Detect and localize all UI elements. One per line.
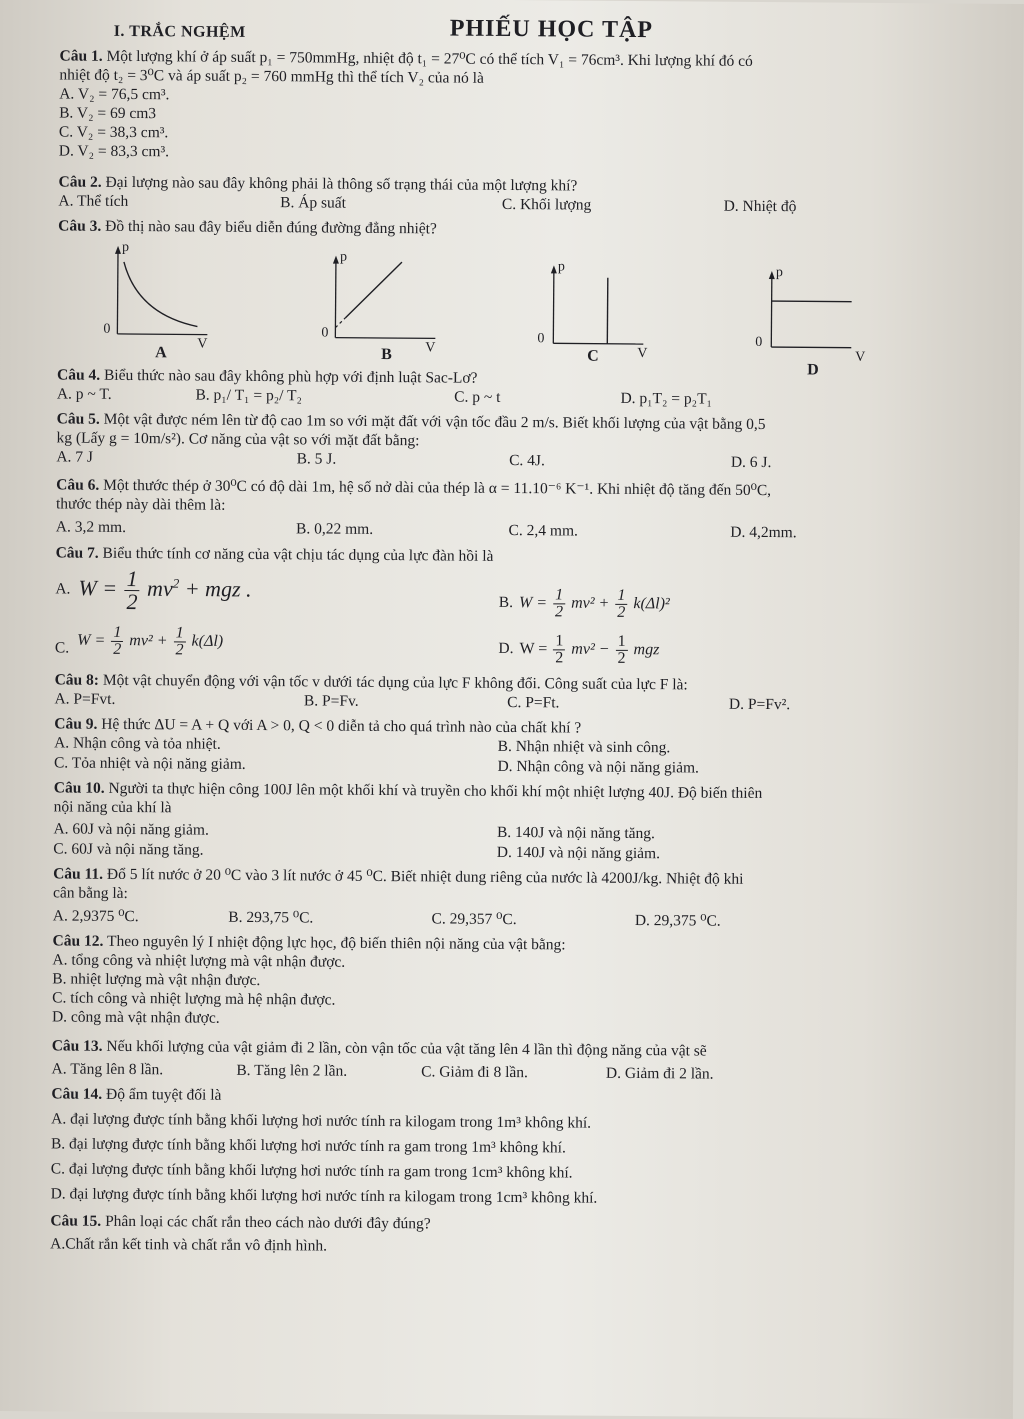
question-10 <box>53 778 978 866</box>
numerator: 1 <box>553 587 565 604</box>
option-c: C. đại lượng được tính bằng khối lượng hơi nước tính ra gam trong 1cm³ không khí. <box>50 1160 573 1182</box>
option-c: C. Tỏa nhiệt và nội năng giảm. <box>53 754 246 773</box>
question-stem: Câu 7. Biểu thức tính cơ năng của vật chịu tác dụng của lực đàn hồi là <box>55 544 494 565</box>
option-label: B. <box>498 593 514 612</box>
option-b: B. P=Fv. <box>303 692 359 710</box>
question-1 <box>59 46 984 167</box>
origin-label: 0 <box>321 325 329 341</box>
question-number: Câu 13. <box>51 1037 103 1055</box>
header <box>60 10 984 47</box>
question-number: Câu 6. <box>56 476 100 494</box>
option-label: C. <box>54 639 70 657</box>
graph-b <box>315 245 476 364</box>
formula-term: mv² + <box>571 594 610 612</box>
option-c: C. P=Ft. <box>507 693 560 712</box>
option-a: A. Tăng lên 8 lần. <box>51 1060 164 1079</box>
numerator: 1 <box>553 633 565 650</box>
numerator: 1 <box>174 625 186 642</box>
question-4 <box>57 365 981 411</box>
formula-lhs: W = <box>78 574 118 600</box>
question-8 <box>54 670 978 716</box>
axis-x-label: V <box>425 340 436 356</box>
formula-lhs: W = <box>77 631 106 649</box>
graph-d <box>751 249 912 379</box>
option-a: A. Thể tích <box>58 192 129 210</box>
option-d: D. 4,2mm. <box>730 523 797 542</box>
origin-label: 0 <box>537 331 545 347</box>
question-number: Câu 10. <box>53 779 105 797</box>
question-stem: nội năng của khí là <box>53 798 172 817</box>
question-stem: Câu 10. Người ta thực hiện công 100J lên một khối khí và truyền cho khối khí một nhiệt lượng 40J. Độ biến thiên <box>53 779 763 802</box>
option-d: D. 140J và nội năng giảm. <box>496 843 661 863</box>
question-number: Câu 11. <box>53 865 104 883</box>
formula-term: mv <box>147 575 173 601</box>
origin-label: 0 <box>755 334 763 350</box>
question-number: Câu 4. <box>56 366 101 384</box>
option-b: B. 0,22 mm. <box>296 520 374 538</box>
question-number: Câu 1. <box>59 47 103 65</box>
option-d: D. công mà vật nhận được. <box>51 1008 220 1027</box>
graph-c <box>533 247 694 366</box>
question-stem: Câu 14. Độ ẩm tuyệt đối là <box>51 1085 222 1104</box>
question-stem: Câu 15. Phân loại các chất rắn theo cách nào dưới đây đúng? <box>50 1212 431 1233</box>
option-c: C. Khối lượng <box>501 195 592 214</box>
graph-label: B <box>381 345 392 364</box>
option-d <box>498 632 659 666</box>
axis-x-label: V <box>637 345 648 362</box>
axis-x-label: V <box>197 336 208 352</box>
formula-term: mgz <box>633 640 660 658</box>
option-c: C. p ~ t <box>454 388 501 406</box>
options-row <box>53 906 977 933</box>
option-a: A. 7 J <box>56 448 94 466</box>
option-c: C. 4J. <box>509 451 545 470</box>
question-11 <box>53 864 977 933</box>
question-number: Câu 5. <box>56 410 100 428</box>
question-stem: Câu 2. Đại lượng nào sau đây không phải là thông số trạng thái của một lượng khí? <box>58 173 578 195</box>
option-d: D. P=Fv². <box>728 695 791 714</box>
formula-term: k(Δl)² <box>633 594 670 612</box>
formula-term: mv² − <box>571 640 610 658</box>
formula-term: + mgz . <box>184 575 252 602</box>
question-stem: Câu 12. Theo nguyên lý I nhiệt động lực học, độ biến thiên nội năng của vật bằng: <box>52 932 566 954</box>
graph-label: D <box>807 361 819 379</box>
question-12 <box>52 931 977 1033</box>
option-c: C. V₂ = 38,3 cm³. <box>58 123 169 142</box>
question-stem: cân bằng là: <box>52 884 128 903</box>
formula-lhs: W = <box>519 639 548 657</box>
option-b: B. Tăng lên 2 lần. <box>236 1061 348 1080</box>
option-a: A. 2,9375 ⁰C. <box>52 907 139 926</box>
fraction <box>615 633 627 666</box>
axis-y-label: p <box>557 259 565 275</box>
formula-b <box>519 587 670 621</box>
option-a: A. đại lượng được tính bằng khối lượng hơi nước tính ra kilogam trong 1m³ không khí. <box>51 1110 592 1132</box>
option-d: D. đại lượng được tính bằng khối lượng hơi nước tính ra kilogam trong 1cm³ không khí. <box>50 1185 598 1207</box>
graph-label: C <box>587 347 599 365</box>
question-14 <box>51 1084 976 1210</box>
question-stem: Câu 13. Nếu khối lượng của vật giảm đi 2 lần, còn vận tốc của vật tăng lên 4 lần thì động năng của vật sẽ <box>51 1037 707 1060</box>
numerator: 1 <box>126 565 138 591</box>
axis-y-label: p <box>121 239 130 255</box>
option-b: B. 5 J. <box>296 450 337 468</box>
question-stem: Câu 4. Biểu thức nào sau đây không phù hợp với định luật Sac-Lơ? <box>56 366 478 387</box>
question-stem: nhiệt độ t₂ = 3⁰C và áp suất p₂ = 760 mmHg thì thể tích V₂ của nó là <box>59 66 484 87</box>
question-stem: Câu 1. Một lượng khí ở áp suất p₁ = 750mmHg, nhiệt độ t₁ = 27⁰C có thể tích V₁ = 76cm³. Khi lượng khí đó có <box>59 47 753 70</box>
denominator: 2 <box>175 640 184 658</box>
option-b: B. 293,75 ⁰C. <box>228 908 314 927</box>
question-stem: Câu 5. Một vật được ném lên từ độ cao 1m so với mặt đất với vận tốc đầu 2 m/s. Biết khối lượng của vật bằng 0,5 <box>56 410 766 434</box>
option-c: C. Giảm đi 8 lần. <box>421 1063 529 1082</box>
option-b: B. Nhận nhiệt và sinh công. <box>497 737 671 757</box>
axis-y-label: p <box>775 265 783 281</box>
question-stem: kg (Lấy g = 10m/s²). Cơ năng của vật so với mặt đất bằng: <box>56 429 420 450</box>
axis-x-label: V <box>855 349 866 365</box>
formula-row <box>55 562 979 623</box>
question-number: Câu 15. <box>50 1212 102 1230</box>
option-c: C. 2,4 mm. <box>508 521 578 540</box>
formula-c <box>77 624 223 658</box>
option-b: B. nhiệt lượng mà vật nhận được. <box>52 970 261 990</box>
question-number: Câu 3. <box>58 217 102 235</box>
question-stem: Câu 9. Hệ thức ΔU = A + Q với A > 0, Q < 0 diễn tả cho quá trình nào của chất khí ? <box>54 715 582 737</box>
question-13 <box>52 1036 976 1086</box>
option-b <box>499 586 670 620</box>
section-heading: I. TRẮC NGHỆM <box>113 22 246 41</box>
option-a: A. tổng công và nhiệt lượng mà vật nhận được. <box>52 951 346 971</box>
question-stem: Câu 11. Đổ 5 lít nước ở 20 ⁰C vào 3 lít nước ở 45 ⁰C. Biết nhiệt dung riêng của nước là 4200J/kg. Nhiệt độ khi <box>53 865 744 888</box>
option-a: A.Chất rắn kết tinh và chất rắn vô định hình. <box>50 1235 328 1255</box>
question-stem: Câu 6. Một thước thép ở 30⁰C có độ dài 1m, hệ số nở dài của thép là α = 11.10⁻⁶ K⁻¹. Khi nhiệt độ tăng đến 50⁰C, <box>56 476 772 500</box>
fraction <box>553 587 565 620</box>
option-d: D. Nhận công và nội năng giảm. <box>497 757 700 777</box>
question-9 <box>54 714 978 780</box>
fraction <box>553 633 565 666</box>
axis-y-label: p <box>339 249 348 265</box>
question-number: Câu 2. <box>58 173 102 191</box>
denominator: 2 <box>113 640 122 658</box>
option-b: B. đại lượng được tính bằng khối lượng hơi nước tính ra gam trong 1m³ không khí. <box>50 1135 566 1157</box>
numerator: 1 <box>616 633 628 650</box>
denominator: 2 <box>554 602 564 620</box>
fraction <box>111 624 123 657</box>
numerator: 1 <box>111 624 123 641</box>
question-stem: Câu 8: Một vật chuyển động với vận tốc v dưới tác dụng của lực F không đổi. Công suất của lực F là: <box>54 671 688 694</box>
option-d: D. 6 J. <box>730 453 772 472</box>
option-a: A. 60J và nội năng giảm. <box>53 820 209 839</box>
denominator: 2 <box>126 588 138 614</box>
formula-d <box>519 633 659 667</box>
graph-label: A <box>155 344 167 362</box>
option-a: A. 3,2 mm. <box>55 518 127 536</box>
origin-label: 0 <box>103 321 111 337</box>
denominator: 2 <box>617 649 626 667</box>
formula-term: mv² + <box>129 631 168 649</box>
question-stem: Câu 3. Đồ thị nào sau đây biểu diễn đúng đường đẳng nhiệt? <box>58 217 437 238</box>
option-a <box>55 567 499 615</box>
option-b: B. p₁/ T₁ = p₂/ T₂ <box>195 386 302 405</box>
option-c: C. 29,357 ⁰C. <box>431 910 517 929</box>
option-label: A. <box>55 580 71 598</box>
option-c: C. tích công và nhiệt lượng mà hệ nhận được. <box>52 989 336 1009</box>
question-number: Câu 8: <box>54 671 100 689</box>
fraction <box>173 625 185 658</box>
page-title: PHIẾU HỌC TẬP <box>449 15 654 44</box>
denominator: 2 <box>617 603 626 621</box>
options-row <box>52 1059 976 1086</box>
formula-term: k(Δl) <box>191 632 224 650</box>
graph-a-plot <box>97 244 258 363</box>
numerator: 1 <box>615 587 627 604</box>
question-number: Câu 7. <box>55 544 99 562</box>
question-stem: thước thép này dài thêm là: <box>55 495 226 514</box>
formula-row <box>55 616 979 671</box>
option-label: D. <box>498 639 514 658</box>
fraction <box>615 587 627 620</box>
question-6 <box>56 475 980 544</box>
question-number: Câu 14. <box>51 1085 103 1103</box>
question-5 <box>56 409 980 474</box>
formula-lhs: W = <box>518 593 548 611</box>
option-d: D. Nhiệt độ <box>723 197 797 216</box>
formula-a: W = $\frac{1}{2}$ $mv^2$ + mgz . <box>78 565 252 614</box>
question-number: Câu 12. <box>52 932 104 950</box>
option-b: B. Áp suất <box>280 194 347 212</box>
option-d: D. 29,375 ⁰C. <box>634 911 721 930</box>
question-number: Câu 9. <box>54 715 98 733</box>
option-d: D. V₂ = 83,3 cm³. <box>58 142 170 161</box>
option-b: B. 140J và nội năng tăng. <box>496 823 656 843</box>
denominator: 2 <box>555 648 564 666</box>
option-d: D. Giảm đi 2 lần. <box>605 1064 714 1083</box>
question-7 <box>55 543 980 671</box>
option-c: C. 60J và nội năng tăng. <box>53 840 204 859</box>
option-b: B. V₂ = 69 cm3 <box>59 104 157 123</box>
options-row <box>56 517 980 544</box>
option-a: A. V₂ = 76,5 cm³. <box>59 85 170 104</box>
graph-a <box>97 239 258 363</box>
option-a: A. P=Fvt. <box>54 690 116 708</box>
question-15 <box>50 1211 974 1260</box>
fraction <box>124 567 139 612</box>
option-a: A. p ~ T. <box>56 385 112 403</box>
option-c <box>55 622 499 661</box>
option-d: D. p₁T₂ = p₂T₁ <box>620 389 713 408</box>
question-2 <box>58 172 982 218</box>
option-a: A. Nhận công và tỏa nhiệt. <box>54 734 221 753</box>
